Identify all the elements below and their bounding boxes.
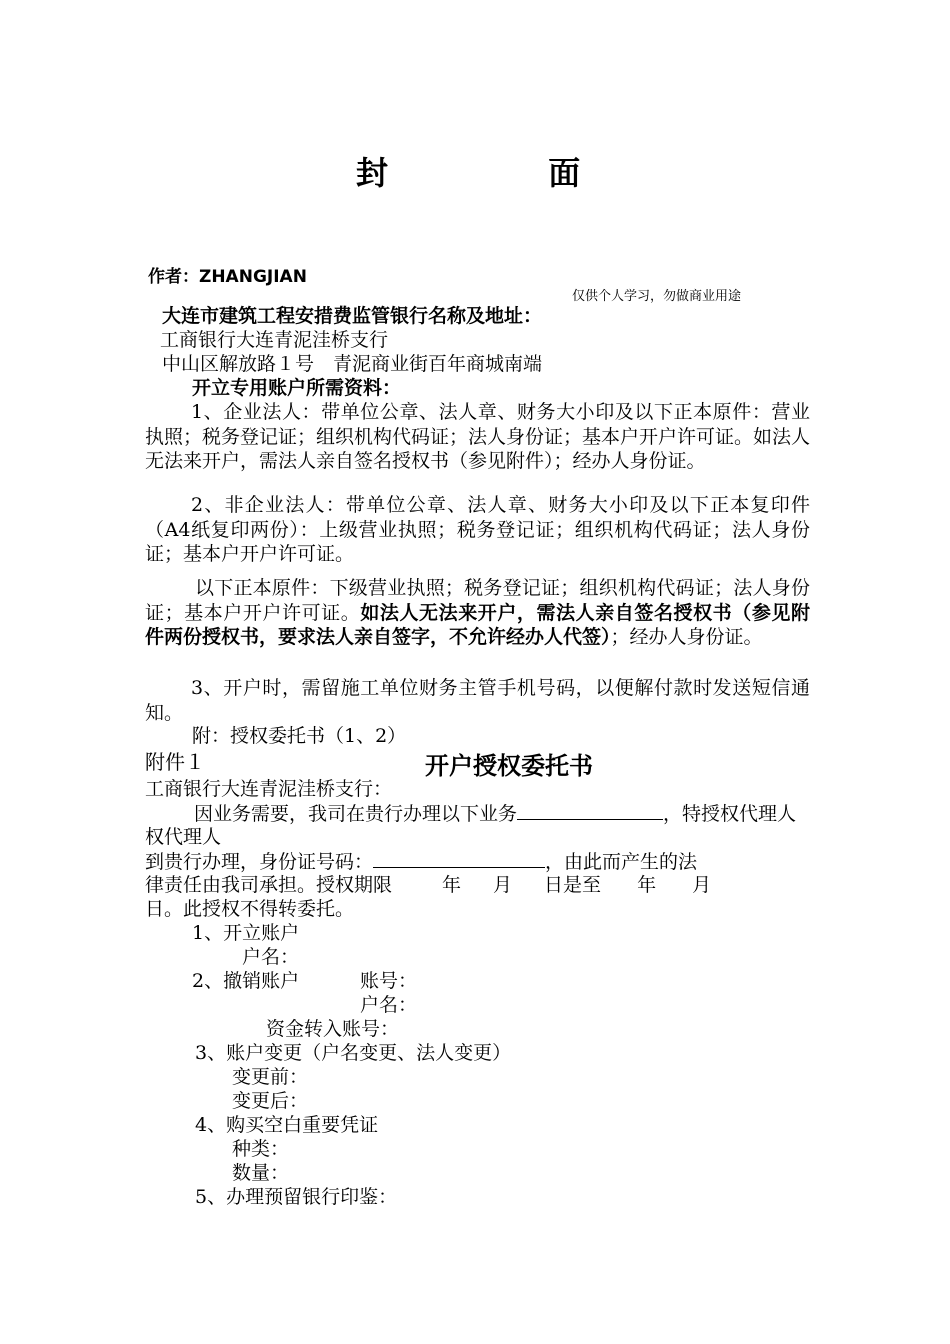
- field-account-name-2: 户名：: [360, 994, 418, 1016]
- item-account-change: 3、账户变更（户名变更、法人变更）: [195, 1042, 512, 1064]
- bank-heading: 大连市建筑工程安措费监管银行名称及地址：: [162, 305, 543, 327]
- annex-body-line-2b: 律责任由我司承担。授权期限 年 月 日是至 年 月: [145, 874, 712, 896]
- annex-addressee: 工商银行大连青泥洼桥支行：: [145, 778, 393, 800]
- attachment-note: 附：授权委托书（1、2）: [192, 725, 407, 747]
- item-open-account: 1、开立账户: [192, 922, 300, 944]
- annex-body-line-1b: 权代理人: [145, 826, 222, 848]
- item-bank-seal: 5、办理预留银行印鉴：: [195, 1186, 398, 1208]
- item-buy-vouchers: 4、购买空白重要凭证: [195, 1114, 379, 1136]
- field-account-number: 账号：: [360, 970, 418, 992]
- annex-body-line-2: 到贵行办理，身份证号码： ，由此而产生的法: [145, 851, 698, 873]
- usage-note: 仅供个人学习，勿做商业用途: [572, 289, 742, 304]
- cover-title-char-2: 面: [548, 154, 581, 192]
- cover-title-char-1: 封: [356, 154, 389, 192]
- annex-body-line-3: 日。此授权不得转委托。: [145, 898, 355, 920]
- requirement-item-3: 3、开户时，需留施工单位财务主管手机号码，以便解付款时发送短信通知。: [145, 677, 810, 724]
- annex-title: 开户授权委托书: [425, 751, 593, 780]
- annex-body-line-1: 因业务需要，我司在贵行办理以下业务 ，特授权代理人: [194, 803, 797, 825]
- requirement-item-1: 1、企业法人：带单位公章、法人章、财务大小印及以下正本原件：营业执照；税务登记证；组织机构代码证；法人身份证；基本户开户许可证。如法人无法来开户，需法人亲自签名授权书（参见附件）；经办人身份证。: [145, 401, 811, 472]
- bank-address: 中山区解放路１号 青泥商业街百年商城南端: [162, 353, 543, 375]
- cover-title: [356, 148, 580, 194]
- field-transfer-account: 资金转入账号：: [266, 1018, 400, 1040]
- id-number-blank: [373, 849, 545, 868]
- bank-name: 工商银行大连青泥洼桥支行: [160, 329, 389, 351]
- field-before-change: 变更前：: [232, 1066, 309, 1088]
- field-voucher-kind: 种类：: [232, 1138, 290, 1160]
- business-blank: [517, 801, 663, 820]
- field-after-change: 变更后：: [232, 1090, 309, 1112]
- field-account-name: 户名：: [242, 946, 300, 968]
- item-close-account: 2、撤销账户: [192, 970, 300, 992]
- field-voucher-quantity: 数量：: [232, 1162, 290, 1184]
- annex-label: 附件１: [145, 750, 205, 774]
- requirements-heading: 开立专用账户所需资料：: [192, 377, 402, 399]
- requirement-item-2b: 以下正本原件：下级营业执照；税务登记证；组织机构代码证；法人身份证；基本户开户许可证。如法人无法来开户，需法人亲自签名授权书（参见附件两份授权书，要求法人亲自签字，不允许经办人代签）；经办人身份证。: [145, 577, 810, 648]
- requirement-item-2: 2、非企业法人：带单位公章、法人章、财务大小印及以下正本复印件（A4纸复印两份）：上级营业执照；税务登记证；组织机构代码证；法人身份证；基本户开户许可证。: [145, 494, 810, 565]
- author-line: 作者：ZHANGJIAN: [148, 267, 307, 287]
